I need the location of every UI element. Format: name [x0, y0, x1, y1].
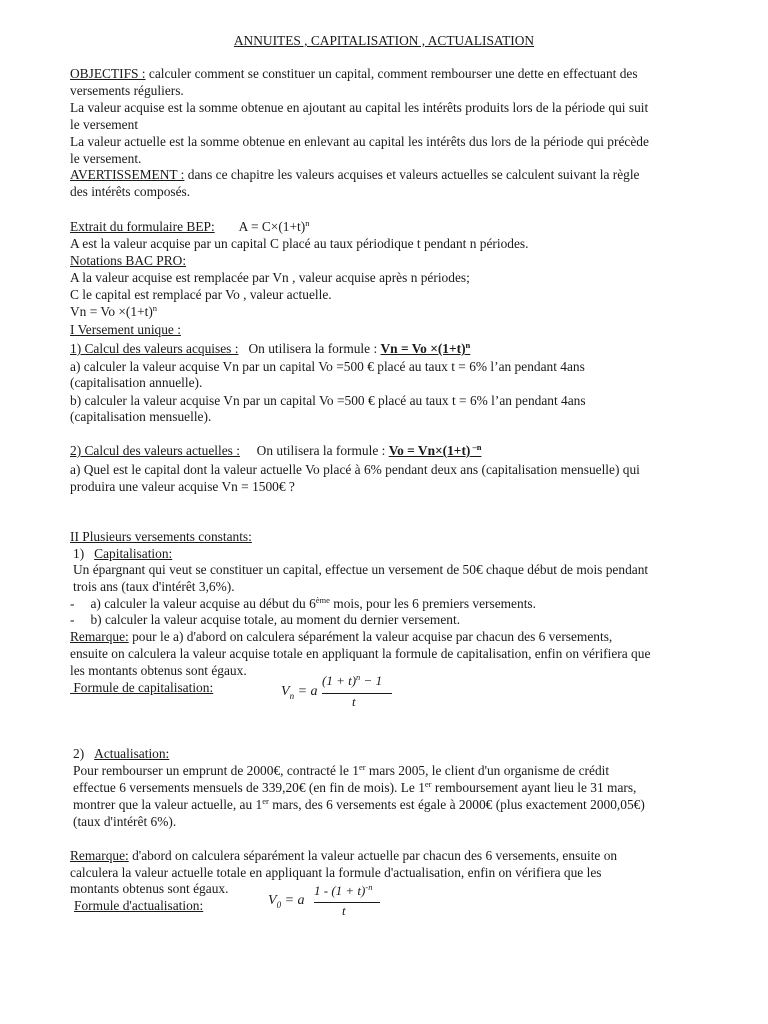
- page-title: ANNUITES , CAPITALISATION , ACTUALISATION: [233, 33, 535, 48]
- actualisation-number: 2): [73, 746, 85, 761]
- bep-description: A est la valeur acquise par un capital C placé au taux périodique t pendant n périodes.: [70, 236, 529, 251]
- bacpro-line-2: C le capital est remplacé par Vo , valeur actuelle.: [70, 287, 332, 302]
- formula-v0: V: [268, 893, 277, 908]
- bep-formula: A = C×(1+t): [238, 219, 306, 234]
- actualisation-text-2-end: remboursement ayant lieu le 31 mars,: [431, 780, 637, 795]
- numerator-base: (1 + t): [322, 673, 357, 688]
- numerator-2-exponent: -n: [365, 882, 373, 892]
- exercise-1a-line-1: a) calculer la valeur acquise Vn par un capital Vo =500 € placé au taux t = 6% l’an pendant 4ans: [70, 359, 585, 374]
- exercise-1b-line-1: b) calculer la valeur acquise Vn par un capital Vo =500 € placé au taux t = 6% l’an pendant 4ans: [70, 393, 586, 408]
- section-1-sub-2-line: [70, 443, 481, 460]
- numerator-2-base: 1 - (1 + t): [314, 883, 366, 898]
- sub-2-text: On utilisera la formule :: [239, 443, 389, 458]
- objectifs-label: OBJECTIFS :: [70, 66, 146, 81]
- bep-line: [70, 219, 309, 236]
- actualisation-text-1-superscript: er: [358, 762, 366, 772]
- formula-v: V: [281, 684, 290, 699]
- sub-2-formula-text: Vo = Vn×(1+t): [388, 443, 471, 458]
- remarque-1-label: Remarque:: [70, 629, 129, 644]
- actualisation-text-1-start: Pour rembourser un emprunt de 2000€, contracté le 1: [73, 763, 359, 778]
- sub-1-formula-text: Vn = Vo ×(1+t): [380, 341, 466, 356]
- question-b-text: b) calculer la valeur acquise totale, au moment du dernier versement.: [90, 612, 461, 627]
- capitalisation-question-b: [70, 612, 460, 629]
- objectifs-line-1: [70, 66, 638, 83]
- bacpro-label: Notations BAC PRO:: [70, 253, 187, 268]
- avertissement-label: AVERTISSEMENT :: [70, 167, 185, 182]
- actualisation-label: [94, 746, 175, 761]
- capitalisation-formula-numerator: [322, 673, 382, 690]
- actualisation-text-3-start: montrer que la valeur actuelle, au 1: [73, 797, 263, 812]
- exercise-2a-line-2: produira une valeur acquise Vn = 1500€ ?: [70, 479, 295, 494]
- numerator-tail: − 1: [360, 673, 383, 688]
- actualisation-formula-label: Formule d'actualisation:: [74, 898, 204, 913]
- sub-1-label: 1) Calcul des valeurs acquises :: [70, 341, 239, 356]
- remarque-2-line-3: montants obtenus sont égaux.: [70, 881, 229, 896]
- capitalisation-formula-label-text: Formule de capitalisation:: [70, 680, 214, 695]
- bep-label: Extrait du formulaire BEP:: [70, 219, 215, 234]
- actualisation-text-2: [73, 780, 636, 797]
- avertissement-line-1: [70, 167, 640, 184]
- capitalisation-heading: [73, 546, 172, 563]
- remarque-2-text: d'abord on calculera séparément la valeur actuelle par chacun des 6 versements, ensuite on: [128, 848, 618, 863]
- formula-equals-a-2: = a: [281, 893, 305, 908]
- valeur-acquise-definition-2: le versement: [70, 117, 139, 132]
- actualisation-text-4: (taux d'intérêt 6%).: [73, 814, 177, 829]
- remarque-2-line-2: calculera la valeur actuelle totale en appliquant la formule d'actualisation, enfin on vérifiera que les: [70, 865, 602, 880]
- capitalisation-text-2: trois ans (taux d'intérêt 3,6%).: [73, 579, 235, 594]
- actualisation-formula-denominator: t: [342, 903, 346, 918]
- actualisation-formula-numerator: [314, 883, 372, 900]
- capitalisation-formula-lhs: [281, 684, 318, 705]
- sub-1-text: On utilisera la formule :: [238, 341, 381, 356]
- bep-formula-exponent: n: [305, 218, 310, 228]
- sub-2-label: 2) Calcul des valeurs actuelles :: [70, 443, 240, 458]
- formula-v0-subscript: 0: [276, 899, 282, 910]
- capitalisation-formula-denominator: t: [352, 694, 356, 709]
- actualisation-fraction-bar: [314, 902, 380, 903]
- actualisation-text-2-superscript: er: [424, 779, 432, 789]
- avertissement-line-2: des intérêts composés.: [70, 184, 191, 199]
- formula-equals-a: = a: [294, 684, 318, 699]
- numerator-exponent: n: [356, 672, 361, 682]
- sub-2-formula-exponent: –n: [470, 442, 482, 452]
- actualisation-label-text: Actualisation:: [94, 746, 170, 761]
- actualisation-text-3-end: mars, des 6 versements est égale à 2000€ (plus exactement 2000,05€): [268, 797, 645, 812]
- bacpro-line-1: A la valeur acquise est remplacée par Vn , valeur acquise après n périodes;: [70, 270, 470, 285]
- sub-2-formula: [389, 443, 482, 458]
- section-1-sub-1-line: [70, 341, 470, 358]
- remarque-1-line-1: [70, 629, 612, 646]
- exercise-1a-line-2: (capitalisation annuelle).: [70, 375, 203, 390]
- bacpro-formula-line: [70, 304, 157, 321]
- formula-v-subscript: n: [289, 690, 295, 701]
- remarque-2-line-1: [70, 848, 617, 865]
- valeur-actuelle-definition-2: le versement.: [70, 151, 142, 166]
- capitalisation-label: Capitalisation:: [94, 546, 173, 561]
- actualisation-heading: [73, 746, 175, 763]
- valeur-actuelle-definition-1: La valeur actuelle est la somme obtenue en enlevant au capital les intérêts dus lors de la période qui précède: [70, 134, 649, 149]
- section-1-heading: [70, 322, 195, 339]
- capitalisation-text-1: Un épargnant qui veut se constituer un capital, effectue un versement de 50€ chaque début de mois pendant: [73, 562, 649, 577]
- remarque-2-label: Remarque:: [70, 848, 129, 863]
- actualisation-text-3-superscript: er: [262, 796, 269, 806]
- valeur-acquise-definition-1: La valeur acquise est la somme obtenue en ajoutant au capital les intérêts produits lors de la période qui suit: [70, 100, 649, 115]
- objectifs-line-2: versements réguliers.: [70, 83, 184, 98]
- objectifs-text: calculer comment se constituer un capital, comment rembourser une dette en effectuant des: [145, 66, 638, 81]
- bullet-dash: -: [70, 612, 75, 627]
- bullet-dash: -: [70, 596, 75, 611]
- remarque-1-line-2: ensuite on calculera la valeur acquise totale en appliquant la formule de capitalisation, enfin on vérifiera que: [70, 646, 651, 661]
- section-2-heading: II Plusieurs versements constants:: [70, 529, 252, 544]
- actualisation-text-1-end: mars 2005, le client d'un organisme de crédit: [365, 763, 610, 778]
- capitalisation-formula-label: [70, 680, 253, 697]
- capitalisation-number: 1): [73, 546, 85, 561]
- actualisation-text-1: [73, 763, 609, 780]
- capitalisation-question-a: [70, 596, 536, 613]
- question-a-text: a) calculer la valeur acquise au début du 6: [90, 596, 316, 611]
- bacpro-formula: Vn = Vo ×(1+t): [70, 304, 153, 319]
- remarque-1-line-3: les montants obtenus sont égaux.: [70, 663, 247, 678]
- sub-1-formula: [381, 341, 471, 356]
- exercise-1b-line-2: (capitalisation mensuelle).: [70, 409, 212, 424]
- remarque-1-text: pour le a) d'abord on calculera séparément la valeur acquise par chacun des 6 versements,: [128, 629, 613, 644]
- capitalisation-fraction-bar: [322, 693, 392, 694]
- section-1-label: I Versement unique :: [70, 322, 181, 337]
- avertissement-text: dans ce chapitre les valeurs acquises et valeurs actuelles se calculent suivant la règle: [184, 167, 640, 182]
- exercise-2a-line-1: a) Quel est le capital dont la valeur actuelle Vo placé à 6% pendant deux ans (capitalisation mensuelle) qui: [70, 462, 640, 477]
- question-a-text-end: mois, pour les 6 premiers versements.: [329, 596, 536, 611]
- actualisation-text-2-start: effectue 6 versements mensuels de 339,20€ (en fin de mois). Le 1: [73, 780, 425, 795]
- bacpro-formula-exponent: n: [152, 303, 158, 313]
- actualisation-text-3: [73, 797, 645, 814]
- actualisation-formula-lhs: [268, 893, 305, 914]
- sub-1-formula-exponent: n: [465, 340, 471, 350]
- question-a-superscript: ème: [315, 595, 330, 605]
